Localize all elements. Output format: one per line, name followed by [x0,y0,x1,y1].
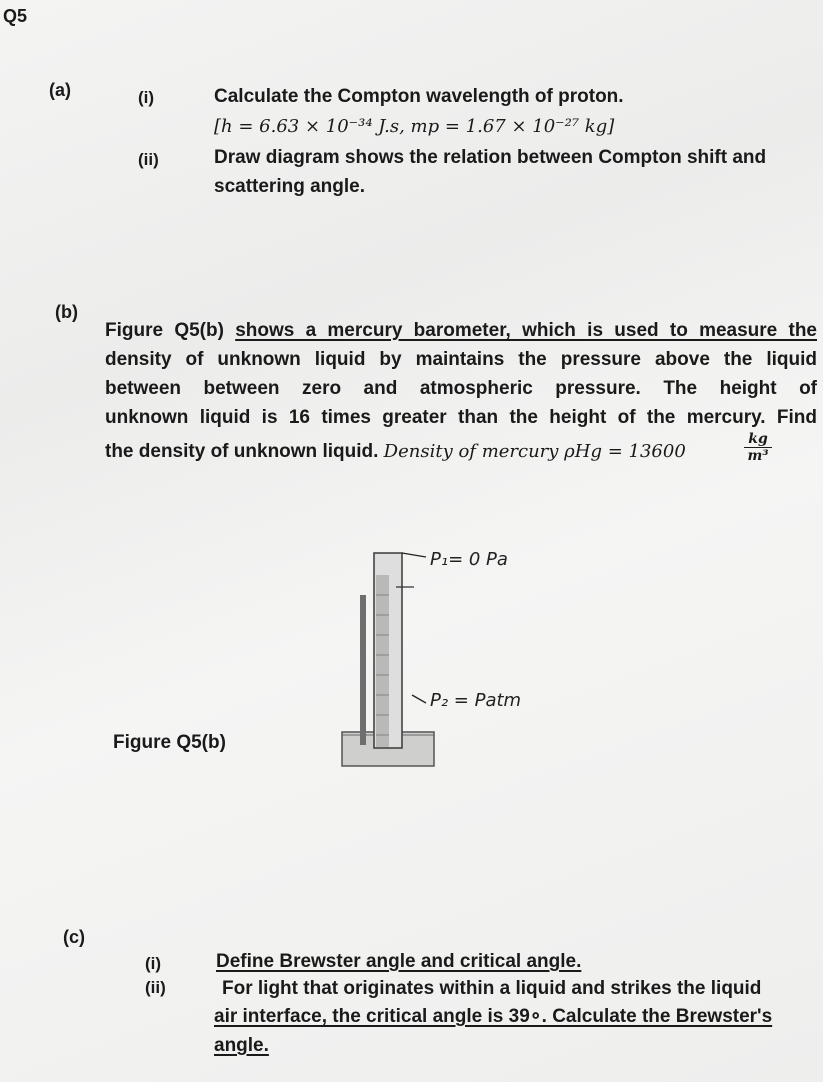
height-scale [360,595,366,745]
question-number: Q5 [3,6,28,26]
p2-pointer [412,695,426,703]
part-c-sub-ii-line2: air interface, the critical angle is 39∘. Calculate the Brewster's [214,1006,773,1027]
figure-caption: Figure Q5(b) [113,732,226,753]
unit-numerator: kg [748,431,768,447]
part-b-line1-rest: shows a mercury barometer, which is used to measure the [235,320,818,341]
pressure-p1-annotation: P₁= 0 Pa [430,549,508,570]
part-b-line5-text: the density of unknown liquid. [105,441,379,462]
part-c-sub-i-text: Define Brewster angle and critical angle. [216,951,582,972]
part-b-line2: density of unknown liquid by maintains the pressure above the liquid [105,349,817,370]
figure-reference: Figure Q5(b) [105,320,224,341]
part-a-sub-i-label: (i) [138,88,155,107]
part-b-label: (b) [55,302,78,322]
part-a-label: (a) [49,80,71,100]
part-c-sub-ii-line3: angle. [214,1035,269,1056]
part-c-label: (c) [63,927,85,947]
part-c-sub-ii-line1: For light that originates within a liquid and strikes the liquid [222,978,762,999]
part-b-line5 [105,437,686,466]
part-a-sub-ii-label: (ii) [138,150,159,169]
part-a-sub-ii-line1: Draw diagram shows the relation between Compton shift and [214,147,767,168]
p1-pointer [402,553,426,557]
part-c-sub-ii-label: (ii) [145,978,166,997]
pressure-p2-annotation: P₂ = Patm [430,690,522,711]
part-a-sub-i-text: Calculate the Compton wavelength of proton. [214,86,624,107]
liquid-column [376,575,389,747]
part-a-given-values: [h = 6.63 × 10⁻³⁴ J.s, mp = 1.67 × 10⁻²⁷ kg] [214,116,615,137]
part-b-line3: between between zero and atmospheric pressure. The height of [105,378,817,399]
density-of-mercury: Density of mercury ρHg = 13600 [383,441,686,462]
unit-denominator: m³ [744,447,772,464]
part-b-line1 [105,316,817,345]
part-a-sub-ii-line2: scattering angle. [214,176,365,197]
part-c-sub-i-label: (i) [145,954,162,973]
unit-fraction [744,431,772,464]
part-b-line4: unknown liquid is 16 times greater than the height of the mercury. Find [105,407,817,428]
barometer-diagram [330,535,450,770]
